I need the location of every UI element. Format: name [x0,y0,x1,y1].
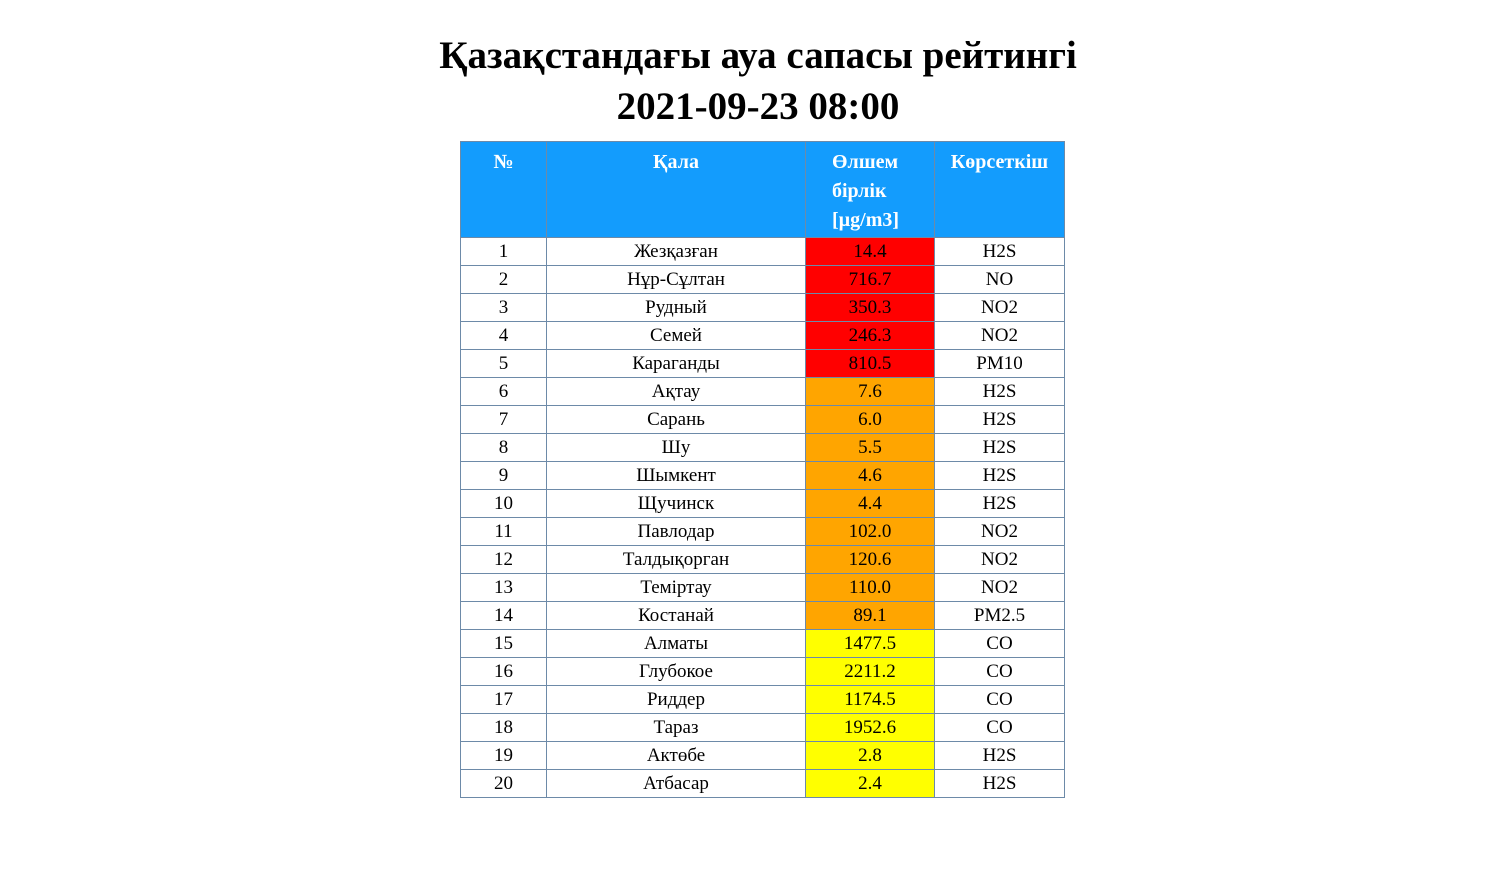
city-cell: Талдықорган [547,546,806,574]
value-cell: 1174.5 [806,686,935,714]
indicator-cell: NO2 [935,546,1065,574]
rank-cell: 5 [461,350,547,378]
table-row [461,602,1065,630]
table-row [461,462,1065,490]
value-cell: 350.3 [806,294,935,322]
table-row [461,714,1065,742]
indicator-cell: CO [935,658,1065,686]
city-cell: Костанай [547,602,806,630]
table-row [461,490,1065,518]
rank-cell: 17 [461,686,547,714]
value-cell: 89.1 [806,602,935,630]
table-row [461,238,1065,266]
indicator-cell: H2S [935,434,1065,462]
value-cell: 4.4 [806,490,935,518]
value-cell: 14.4 [806,238,935,266]
indicator-cell: CO [935,630,1065,658]
rank-cell: 8 [461,434,547,462]
value-cell: 4.6 [806,462,935,490]
value-cell: 120.6 [806,546,935,574]
indicator-cell: H2S [935,378,1065,406]
rank-cell: 13 [461,574,547,602]
indicator-cell: PM10 [935,350,1065,378]
value-cell: 102.0 [806,518,935,546]
city-cell: Щучинск [547,490,806,518]
indicator-cell: NO [935,266,1065,294]
column-header-city: Қала [547,142,806,238]
rank-cell: 9 [461,462,547,490]
table-row [461,574,1065,602]
indicator-cell: H2S [935,770,1065,798]
table-row [461,406,1065,434]
report-datetime: 2021-09-23 08:00 [616,85,900,128]
table-row [461,770,1065,798]
city-cell: Актөбе [547,742,806,770]
table-row [461,630,1065,658]
value-cell: 2.4 [806,770,935,798]
rank-cell: 12 [461,546,547,574]
rank-cell: 7 [461,406,547,434]
indicator-cell: H2S [935,490,1065,518]
city-cell: Павлодар [547,518,806,546]
table-row [461,546,1065,574]
indicator-cell: H2S [935,238,1065,266]
value-cell: 5.5 [806,434,935,462]
indicator-cell: H2S [935,742,1065,770]
value-cell: 2211.2 [806,658,935,686]
rank-cell: 2 [461,266,547,294]
rank-cell: 18 [461,714,547,742]
city-cell: Сарань [547,406,806,434]
rank-cell: 10 [461,490,547,518]
indicator-cell: NO2 [935,518,1065,546]
table-row [461,294,1065,322]
rank-cell: 19 [461,742,547,770]
table-row [461,658,1065,686]
city-cell: Алматы [547,630,806,658]
table-header [461,142,1065,238]
report-title [0,30,1499,132]
column-header-number: № [461,142,547,238]
city-cell: Семей [547,322,806,350]
value-cell: 810.5 [806,350,935,378]
rank-cell: 6 [461,378,547,406]
value-cell: 2.8 [806,742,935,770]
indicator-cell: NO2 [935,574,1065,602]
column-header-unit: Өлшем бірлік [µg/m3] [806,142,935,238]
column-header-indicator: Көрсеткіш [935,142,1065,238]
city-cell: Рудный [547,294,806,322]
indicator-cell: CO [935,714,1065,742]
city-cell: Ақтау [547,378,806,406]
rank-cell: 1 [461,238,547,266]
rank-cell: 16 [461,658,547,686]
city-cell: Жезқазған [547,238,806,266]
value-cell: 110.0 [806,574,935,602]
value-cell: 716.7 [806,266,935,294]
value-cell: 1477.5 [806,630,935,658]
city-cell: Нұр-Сұлтан [547,266,806,294]
air-quality-table [460,141,1065,798]
value-cell: 246.3 [806,322,935,350]
city-cell: Шымкент [547,462,806,490]
table-row [461,742,1065,770]
indicator-cell: H2S [935,462,1065,490]
table-row [461,350,1065,378]
rank-cell: 15 [461,630,547,658]
header-row [461,142,1065,238]
value-cell: 7.6 [806,378,935,406]
city-cell: Риддер [547,686,806,714]
indicator-cell: H2S [935,406,1065,434]
table-row [461,266,1065,294]
rank-cell: 4 [461,322,547,350]
table-body [461,238,1065,798]
rank-cell: 11 [461,518,547,546]
table-row [461,434,1065,462]
table-row [461,518,1065,546]
value-cell: 1952.6 [806,714,935,742]
city-cell: Шу [547,434,806,462]
city-cell: Теміртау [547,574,806,602]
indicator-cell: NO2 [935,322,1065,350]
table-row [461,686,1065,714]
table-row [461,322,1065,350]
rank-cell: 14 [461,602,547,630]
indicator-cell: CO [935,686,1065,714]
table-row [461,378,1065,406]
city-cell: Тараз [547,714,806,742]
rank-cell: 20 [461,770,547,798]
indicator-cell: PM2.5 [935,602,1065,630]
rank-cell: 3 [461,294,547,322]
indicator-cell: NO2 [935,294,1065,322]
page-title: Қазақстандағы ауа сапасы рейтингі [439,34,1077,77]
city-cell: Караганды [547,350,806,378]
city-cell: Глубокое [547,658,806,686]
value-cell: 6.0 [806,406,935,434]
city-cell: Атбасар [547,770,806,798]
